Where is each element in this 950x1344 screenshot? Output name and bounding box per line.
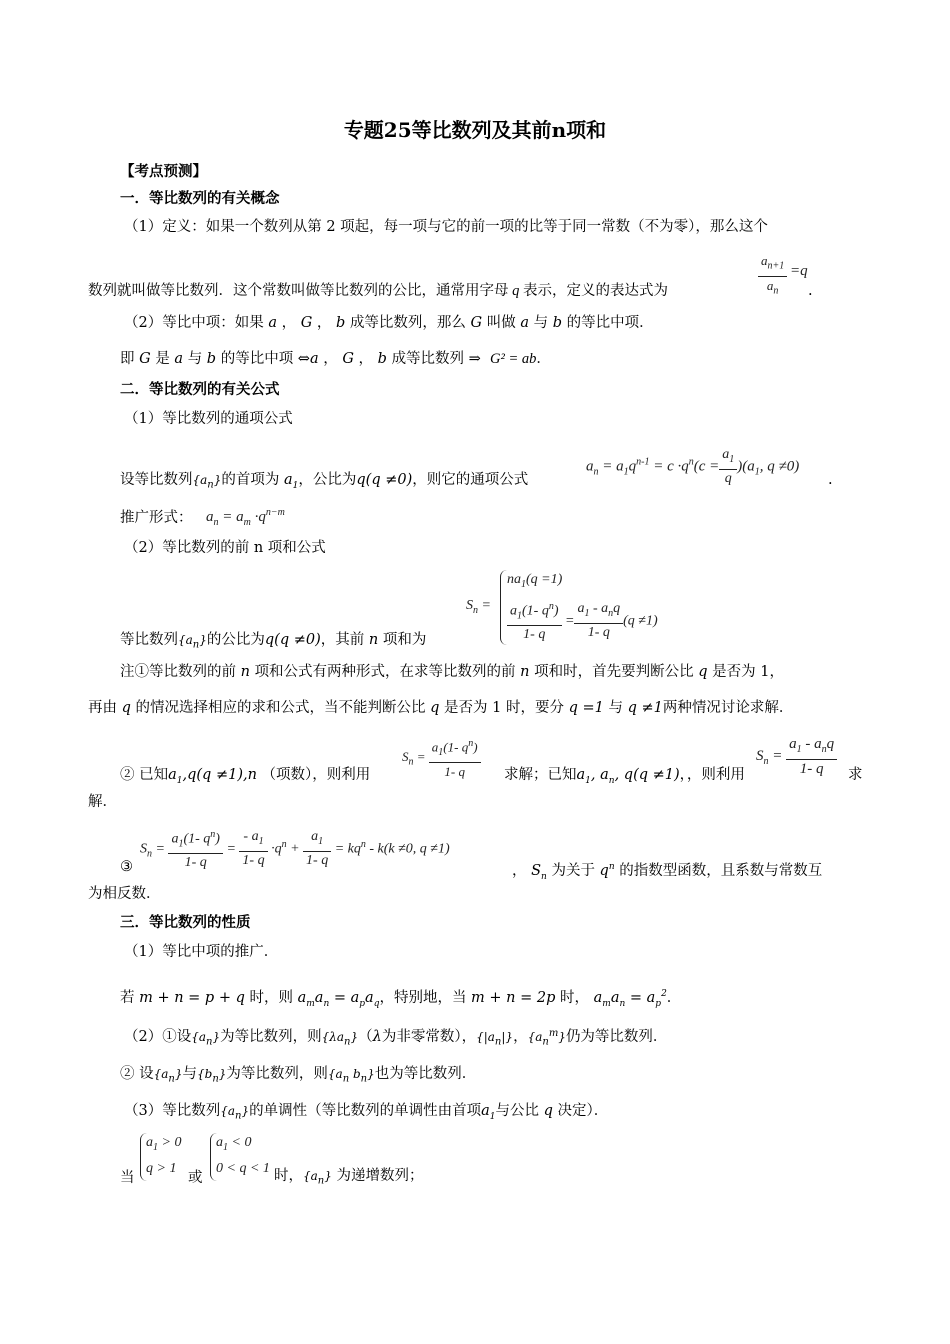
condition1-q: q > 1 [146, 1161, 177, 1176]
sum-formula-brace [500, 570, 507, 645]
monotonic-result: 时，$\{a_n\}$ 为递增数列； [274, 1168, 424, 1187]
extended-form-formula: $a_n = a_m \cdot q^{n-m}$ [206, 507, 285, 528]
note2-end: 求 [848, 767, 863, 783]
property2b-line: ② 设$\{a_n\}$与$\{b_n\}$为等比数列，则{$a_n$ $b_n$}也为等比数列． [120, 1066, 477, 1085]
geometric-mean-line: （2）等比中项：如果 a ， G ， b 成等比数列，那么 G 叫做 a 与 b 的等比中项． [124, 315, 654, 331]
sum-heading: （2）等比数列的前 n 项和公式 [124, 540, 326, 556]
general-term-heading: （1）等比数列的通项公式 [124, 411, 293, 427]
condition1-a: $a_1 > 0$ [146, 1135, 182, 1153]
note2-formula2: $S_n$ = $\frac{a_1 - a_nq}{1- q}$ [756, 735, 837, 778]
sum-formula-case1: $na_1(q =1)$ [507, 572, 563, 590]
forecast-heading: 【考点预测】 [120, 163, 207, 180]
document-page: 专题25等比数列及其前n项和 【考点预测】 一．等比数列的有关概念 （1）定义：如果一个数列从第 2 项起，每一项与它的前一项的比等于同一常数（不为零），那么这个 数列就叫做等比数列．这个常数叫做等比数列的公比，通常用字母 q 表示，定义的表达式为 $\frac{a_{n+1}}{a_n}$ =q . （2）等比中项：如果 a ， G ， b 成等比数列，那么 G 叫做 a 与 b 的等比中项． 即 G 是 a 与 b 的等比中项 ⇔a ， G ， b 成等比数列 ⇒ G² = ab． 二．等比数列的有关公式 （1）等比数列的通项公式 设等比数列$\{a_n\}$的首项为 $a_1$，公比为q(q ≠0)，则它的通项公式 $a_n = a_1q^{n-1} = c \cdot q^n(c$ = $\frac{a_1}{q}$ )($a_1$, q ≠0) . 推广形式： $a_n = a_m \cdot q^{n-m}$ （2）等比数列的前 n 项和公式 等比数列$\{a_n\}$的公比为q(q ≠0)，其前 n 项和为 $S_n$ = $na_1(q =1)$ $\frac{a_1(1- q^n)}{1- q}$ = $\frac{a_1 - a_nq}{1- q}$ (q ≠1) 注①等比数列的前 n 项和公式有两种形式，在求等比数列的前 n 项和时，首先要判断公比 q 是否为 1， 再由 q 的情况选择相应的求和公式，当不能判断公比 q 是否为 1 时，要分 q =1 与 q ≠1两种情况讨论求解． ② 已知$a_1,q(q \ne 1),n$ （项数），则利用 $S_n$ = $\frac{a_1(1- q^n)}{1- q}$ 求解；已知$a_1$, $a_n$, q(q ≠1)，，则利用 $S_n$ = $\frac{a_1 - a_nq}{1- q}$ 求 解． ③ $S_n$ = $\frac{a_1(1- q^n)}{1- q}$ = $\frac{- a_1}{1- q}$ $\cdot q^n$ + $\frac{a_1}{1- q}$ = $kq^n - k(k \ne 0$, q ≠1) ， $S_n$ 为关于 $q^n$ 的指数型函数，且系数与常数互 为相反数． 三．等比数列的性质 （1）等比中项的推广． 若 m + n = p + q 时，则 $a_ma_n = a_pa_q$，特别地，当 m + n = 2p 时， $a_ma_n = a_p^2$． （2）①设$\{a_n\}$为等比数列，则$\{\lambda a_n\}(\lambda$为非零常数），$\{|a_n|\}$，$\{a_n^m\}$仍为等比数列． ② 设$\{a_n\}$与$\{b_n\}$为等比数列，则{$a_n$ $b_n$}也为等比数列． （3）等比数列$\{a_n\}$的单调性（等比数列的单调性由首项$a_1$与公比 q 决定）． $a_1 > 0$ q > 1 $a_1 < 0$ 0 < q < 1 当 或 时，$\{a_n\}$ 为递增数列； [0, 0, 950, 1344]
condition2-a: $a_1 < 0$ [216, 1135, 252, 1153]
note3-formula: $S_n$ = $\frac{a_1(1- q^n)}{1- q}$ = $\frac{- a_1}{1- q}$ $\cdot q^n$ + $\frac{a_1}{1- q}$ = $kq^n - k(k \ne 0$, q ≠1) [140, 826, 450, 872]
section3-heading: 三．等比数列的性质 [120, 914, 251, 931]
definition-period: . [808, 283, 813, 299]
note1-line2: 再由 q 的情况选择相应的求和公式，当不能判断公比 q 是否为 1 时，要分 q =1 与 q ≠1两种情况讨论求解． [88, 700, 794, 716]
monotonic-when: 当 [120, 1170, 135, 1186]
section2-heading: 二．等比数列的有关公式 [120, 381, 280, 398]
note2-formula1: $S_n$ = $\frac{a_1(1- q^n)}{1- q}$ [402, 735, 481, 781]
definition-line1: （1）定义：如果一个数列从第 2 项起，每一项与它的前一项的比等于同一常数（不为零），那么这个 [124, 219, 768, 235]
sum-formula-case2: $\frac{a_1(1- q^n)}{1- q}$ = $\frac{a_1 - a_nq}{1- q}$ (q ≠1) [507, 598, 658, 644]
sum-formula-lhs: $S_n$ = [466, 598, 491, 616]
property1-line: 若 m + n = p + q 时，则 $a_ma_n = a_pa_q$，特别地，当 m + n = 2p 时， $a_ma_n = a_p^2$． [120, 989, 682, 1009]
sum-line: 等比数列$\{a_n\}$的公比为q(q ≠0)，其前 n 项和为 [120, 632, 427, 651]
note3-marker: ③ [120, 859, 133, 875]
general-term-formula: $a_n = a_1q^{n-1} = c \cdot q^n(c$ = $\frac{a_1}{q}$ )($a_1$, q ≠0) [586, 447, 800, 486]
definition-eq-q: =q [790, 263, 808, 279]
condition2-q: 0 < q < 1 [216, 1161, 270, 1176]
page-title: 专题25等比数列及其前n项和 [343, 118, 607, 142]
note3-line: ， $S_n$ 为关于 $q^n$ 的指数型函数，且系数与常数互 [512, 862, 823, 882]
note2-middle: 求解；已知$a_1$, $a_n$, q(q ≠1)，，则利用 [504, 767, 745, 786]
property3-line: （3）等比数列$\{a_n\}$的单调性（等比数列的单调性由首项$a_1$与公比 q 决定）． [124, 1103, 609, 1122]
property2-line: （2）①设$\{a_n\}$为等比数列，则$\{\lambda a_n\}(\lambda$为非零常数），$\{|a_n|\}$，$\{a_n^m\}$仍为等比数列． [124, 1028, 668, 1048]
definition-line2: 数列就叫做等比数列．这个常数叫做等比数列的公比，通常用字母 q 表示，定义的表达式为 [88, 283, 668, 299]
monotonic-or: 或 [188, 1170, 203, 1186]
note3-line2: 为相反数． [88, 886, 161, 902]
note2-line: ② 已知$a_1,q(q \ne 1),n$ （项数），则利用 [120, 767, 371, 786]
section1-heading: 一．等比数列的有关概念 [120, 190, 280, 207]
property1-heading: （1）等比中项的推广． [124, 944, 279, 960]
note1-line1: 注①等比数列的前 n 项和公式有两种形式，在求等比数列的前 n 项和时，首先要判断公比 q 是否为 1， [120, 664, 784, 680]
general-term-line: 设等比数列$\{a_n\}$的首项为 $a_1$，公比为q(q ≠0)，则它的通项公式 [120, 472, 529, 491]
definition-formula: $\frac{a_{n+1}}{a_n}$ [758, 252, 787, 300]
geometric-mean-equiv-line: 即 G 是 a 与 b 的等比中项 ⇔a ， G ， b 成等比数列 ⇒ G² = ab． [120, 351, 551, 367]
note2-line2: 解． [88, 794, 117, 810]
extended-form-line: 推广形式： [120, 510, 193, 526]
